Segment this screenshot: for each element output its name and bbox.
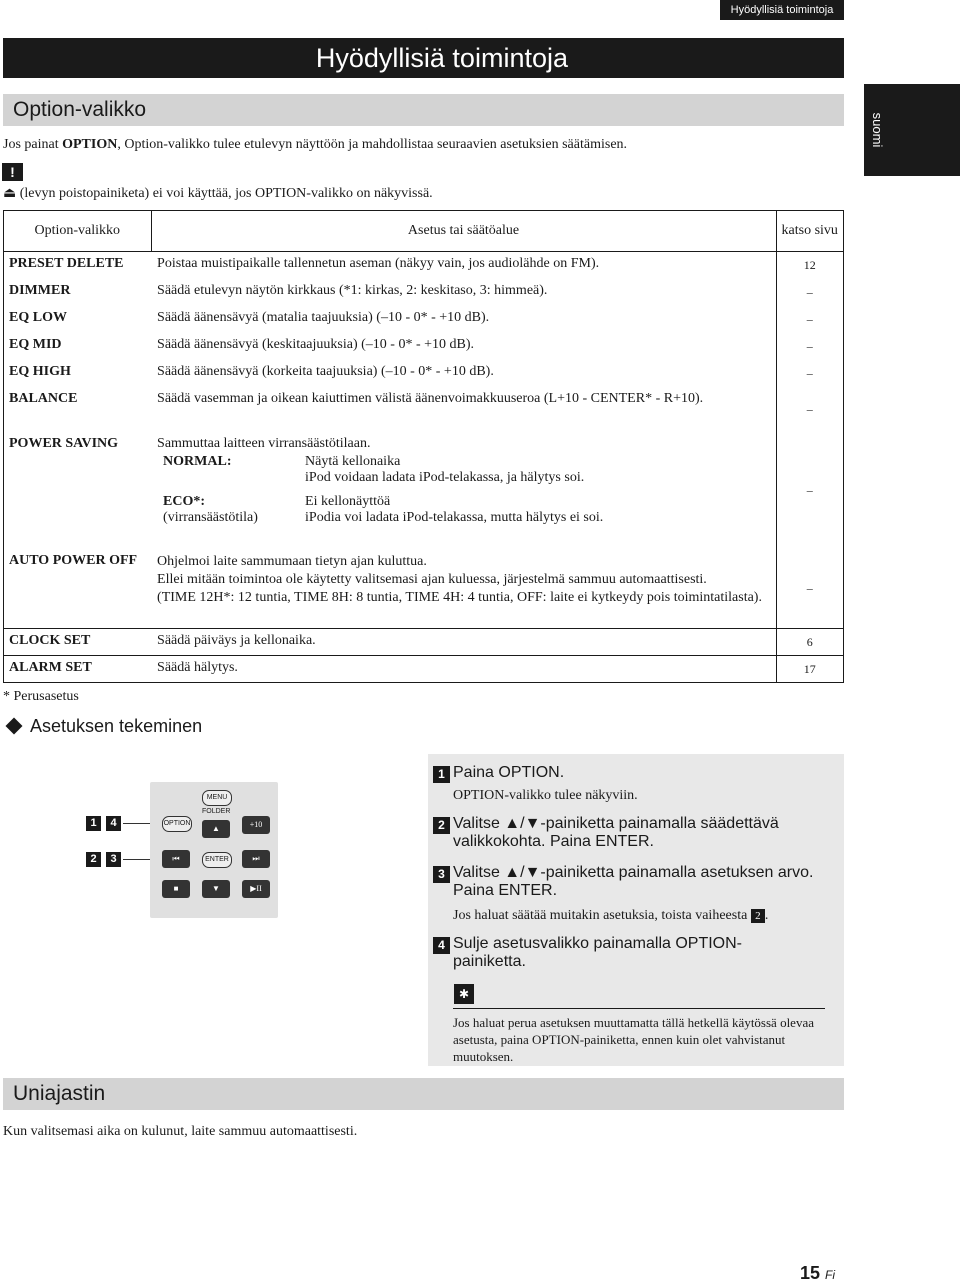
- intro-text: Jos painat OPTION, Option-valikko tulee etulevyn näyttöön ja mahdollistaa seuraavien asetuksien säätämisen.: [3, 137, 628, 152]
- divider: [453, 1008, 825, 1009]
- section-text: Kun valitsemasi aika on kulunut, laite sammuu automaattisesti.: [3, 1124, 358, 1139]
- step-number: 4: [433, 937, 450, 954]
- down-arrow-key: ▼: [202, 880, 230, 898]
- eject-icon: ⏏: [3, 186, 17, 201]
- option-menu-table: [3, 210, 844, 683]
- step-subtext: Jos haluat säätää muitakin asetuksia, toista vaiheesta 2 .: [453, 908, 769, 923]
- table-row: POWER SAVING Sammuttaa laitteen virransäästötilaan. NORMAL: Näytä kellonaika iPod voidaan ladata iPod-telakassa, ja hälytys soi. ECO*: (virransäästötila) Ei kellonäyttöä iPodia voi ladata iPod-telakassa, mutta hälytys ei soi. –: [4, 432, 844, 549]
- step-text: Sulje asetusvalikko painamalla OPTION-painiketta.: [453, 935, 743, 970]
- language-tab: [864, 84, 960, 176]
- table-row: BALANCE Säädä vasemman ja oikean kaiuttimen välistä äänenvoimakkuuseroa (L+10 - CENTER* - R+10). –: [4, 387, 844, 432]
- step-subtext: OPTION-valikko tulee näkyviin.: [453, 788, 638, 803]
- plus10-key: +10: [242, 816, 270, 834]
- step-text: Paina OPTION.: [453, 764, 565, 781]
- step-text: Valitse ▲/▼-painiketta painamalla asetuksen arvo. Paina ENTER.: [453, 864, 814, 899]
- previous-key: ⏮: [162, 850, 190, 868]
- step-number: 2: [433, 817, 450, 834]
- table-row: EQ MID Säädä äänensävyä (keskitaajuuksia) (–10 - 0* - +10 dB). –: [4, 333, 844, 360]
- stop-key: ■: [162, 880, 190, 898]
- step-number: 1: [433, 766, 450, 783]
- table-row: AUTO POWER OFF Ohjelmoi laite sammumaan tietyn ajan kuluttua. Ellei mitään toimintoa ole käytetty valitsemasi ajan kuluessa, järjestelmä sammuu automaattisesti. (TIME 12H*: 12 tuntia, TIME 8H: 8 tuntia, TIME 4H: 4 tuntia, OFF: laite ei kytkeydy pois toimintatilasta). –: [4, 549, 844, 629]
- page-title-bar: [3, 38, 844, 78]
- menu-button: MENU: [202, 790, 232, 806]
- callout-2: 2: [86, 852, 101, 867]
- diamond-icon: [6, 718, 23, 735]
- lightbulb-icon: ✱: [454, 984, 474, 1004]
- column-header-menu: Option-valikko: [4, 211, 152, 252]
- table-row: CLOCK SET Säädä päiväys ja kellonaika. 6: [4, 629, 844, 656]
- section-title: Option-valikko: [13, 98, 147, 121]
- next-key: ⏭: [242, 850, 270, 868]
- column-header-setting: Asetus tai säätöalue: [151, 211, 776, 252]
- section-title: Uniajastin: [13, 1082, 106, 1105]
- warning-text: ⏏ (levyn poistopainiketa) ei voi käyttää, jos OPTION-valikko on näkyvissä.: [3, 186, 433, 201]
- table-row: PRESET DELETE Poistaa muistipaikalle tallennetun aseman (näkyy vain, jos audiolähde on FM). 12: [4, 252, 844, 279]
- up-arrow-key: ▲: [202, 820, 230, 838]
- table-row: ALARM SET Säädä hälytys. 17: [4, 656, 844, 683]
- callout-3: 3: [106, 852, 121, 867]
- folder-label: FOLDER: [202, 808, 231, 815]
- callout-4: 4: [106, 816, 121, 831]
- column-header-page: katso sivu: [776, 211, 844, 252]
- remote-control-illustration: [150, 782, 278, 918]
- procedure-heading: Asetuksen tekeminen: [4, 716, 202, 737]
- running-head: Hyödyllisiä toimintoja: [720, 0, 844, 20]
- steps-panel: [428, 754, 844, 1066]
- play-pause-key: ▶II: [242, 880, 270, 898]
- table-row: EQ LOW Säädä äänensävyä (matalia taajuuksia) (–10 - 0* - +10 dB). –: [4, 306, 844, 333]
- table-row: EQ HIGH Säädä äänensävyä (korkeita taajuuksia) (–10 - 0* - +10 dB). –: [4, 360, 844, 387]
- step-text: Valitse ▲/▼-painiketta painamalla säädettävä valikkokohta. Paina ENTER.: [453, 815, 779, 850]
- enter-button: ENTER: [202, 852, 232, 868]
- callout-1: 1: [86, 816, 101, 831]
- tip-text: Jos haluat perua asetuksen muuttamatta tällä hetkellä käytössä olevaa asetusta, paina OPTION-painiketta, ennen kuin olet vahvistanut muutoksen.: [453, 1015, 814, 1064]
- table-row: DIMMER Säädä etulevyn näytön kirkkaus (*1: kirkas, 2: keskitaso, 3: himmeä). –: [4, 279, 844, 306]
- step-number: 3: [433, 866, 450, 883]
- page-number: 15 Fi: [800, 1263, 836, 1283]
- footnote: * Perusasetus: [3, 689, 79, 704]
- section-heading-option-menu: [3, 94, 844, 126]
- option-button: OPTION: [162, 816, 192, 832]
- page-title: Hyödyllisiä toimintoja: [315, 43, 568, 73]
- warning-icon: !: [2, 163, 23, 181]
- language-tab-label: suomi: [870, 112, 885, 148]
- section-heading-sleep-timer: [3, 1078, 844, 1110]
